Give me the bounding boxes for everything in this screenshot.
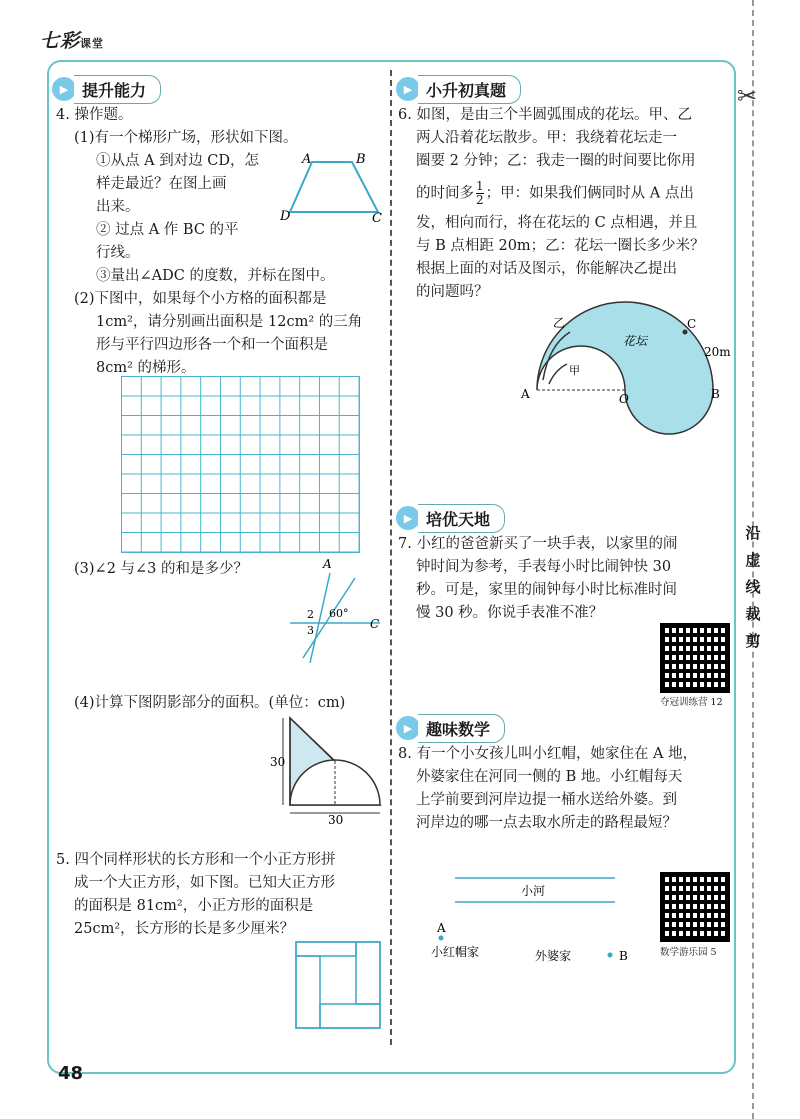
square-composition-figure (294, 940, 384, 1035)
svg-text:60°: 60° (329, 607, 349, 620)
qr-code-icon[interactable] (660, 623, 730, 693)
section-header-quwei: ▶ 趣味数学 (396, 715, 505, 741)
scissors-icon: ✂ (737, 82, 758, 110)
q8-l2: 外婆家住在河同一侧的 B 地。小红帽每天 (416, 769, 683, 785)
svg-text:30: 30 (328, 813, 344, 825)
svg-text:乙: 乙 (553, 316, 566, 330)
svg-text:B: B (711, 387, 720, 401)
svg-text:C: C (372, 211, 382, 225)
svg-text:D: D (280, 209, 291, 224)
q8-l4: 河岸边的哪一点去取水所走的路程最短？ (416, 815, 677, 831)
shaded-area-figure (270, 710, 390, 825)
svg-text:3: 3 (307, 624, 314, 637)
svg-text:A: A (302, 152, 312, 167)
svg-text:20m: 20m (704, 345, 731, 359)
q6-l4: 的时间多 $\frac{1}{2}$ ；甲：如果我们俩同时从 A 点出 (416, 179, 694, 207)
q4-p2-1: (2)下图中，如果每个小方格的面积都是 (74, 291, 327, 307)
svg-text:外婆家: 外婆家 (535, 949, 572, 963)
q5-l2: 成一个大正方形，如下图。已知大正方形 (74, 875, 335, 891)
q6-l2: 两人沿着花坛散步。甲：我绕着花坛走一 (416, 130, 677, 146)
play-icon: ▶ (52, 77, 76, 101)
q4-p2-3: 形与平行四边形各一个和一个面积是 (96, 337, 328, 353)
q6-l6: 与 B 点相距 20m；乙：花坛一圈长多少米？ (416, 238, 705, 254)
svg-text:花坛: 花坛 (623, 334, 648, 348)
svg-text:甲: 甲 (569, 364, 580, 377)
q4-p1-a1: ①从点 A 到对边 CD，怎 (96, 153, 260, 169)
section-header-peiyou: ▶ 培优天地 (396, 505, 505, 531)
svg-text:2: 2 (307, 608, 314, 621)
page-number: 48 (58, 1063, 84, 1084)
svg-text:A: A (323, 558, 332, 571)
svg-text:小红帽家: 小红帽家 (431, 945, 480, 959)
svg-text:小河: 小河 (521, 884, 546, 898)
q7-l1: 7. 小红的爸爸新买了一块手表，以家里的闹 (398, 536, 678, 552)
q7-l2: 钟时间为参考，手表每小时比闹钟快 30 (416, 559, 672, 575)
svg-text:C: C (687, 317, 697, 331)
q4-p1-a2: 样走最近？在图上画 (96, 176, 227, 192)
trapezoid-figure (280, 150, 390, 225)
q5-l4: 25cm²，长方形的长是多少厘米？ (74, 921, 295, 937)
q4-p3: (3)∠2 与∠3 的和是多少？ (74, 561, 249, 577)
q6-l1: 6. 如图，是由三个半圆弧围成的花坛。甲、乙 (398, 107, 692, 123)
q4-p1-c: ③量出∠ADC 的度数，并标在图中。 (96, 268, 335, 284)
q7-l4: 慢 30 秒。你说手表准不准？ (416, 605, 604, 621)
q4-p2-2: 1cm²，请分别画出面积是 12cm² 的三角 (96, 314, 363, 330)
qr-caption-1: 夺冠训练营 12 (660, 697, 723, 708)
q7-l3: 秒。可是，家里的闹钟每小时比标准时间 (416, 582, 677, 598)
svg-text:A: A (437, 921, 446, 935)
svg-text:O: O (619, 392, 629, 406)
svg-text:A: A (521, 387, 530, 401)
square-grid (121, 376, 360, 553)
q4-p1-b2: 行线。 (96, 245, 140, 261)
svg-text:30: 30 (270, 755, 286, 769)
q5-l1: 5. 四个同样形状的长方形和一个小正方形拼 (56, 852, 336, 868)
column-divider (390, 70, 392, 1045)
q8-l3: 上学前要到河岸边提一桶水送给外婆。到 (416, 792, 677, 808)
q6-l8: 的问题吗？ (416, 284, 489, 300)
section-header-xiaosheng: ▶ 小升初真题 (396, 76, 521, 102)
play-icon: ▶ (396, 506, 420, 530)
q6-l7: 根据上面的对话及图示，你能解决乙提出 (416, 261, 677, 277)
svg-text:B: B (619, 949, 628, 963)
qr-code-icon[interactable] (660, 872, 730, 942)
q4-p4: (4)计算下图阴影部分的面积。(单位：cm) (74, 695, 346, 711)
q4-title: 4. 操作题。 (56, 107, 133, 123)
svg-text:B: B (356, 152, 366, 167)
q4-p1-intro: (1)有一个梯形广场，形状如下图。 (74, 130, 298, 146)
q4-p2-4: 8cm² 的梯形。 (96, 360, 196, 376)
q5-l3: 的面积是 81cm²，小正方形的面积是 (74, 898, 314, 914)
brand-logo: 七彩课堂 (40, 30, 105, 52)
flowerbed-figure (515, 300, 735, 435)
svg-text:C: C (370, 617, 380, 631)
play-icon: ▶ (396, 716, 420, 740)
play-icon: ▶ (396, 77, 420, 101)
angle-figure (285, 558, 385, 668)
section-header-tisheng: ▶ 提升能力 (52, 76, 161, 102)
qr-caption-2: 数学游乐园 5 (660, 947, 717, 958)
q4-p1-a3: 出来。 (96, 199, 140, 215)
q8-l1: 8. 有一个小女孩儿叫小红帽，她家住在 A 地， (398, 746, 698, 762)
q6-l5: 发，相向而行，将在花坛的 C 点相遇，并且 (416, 215, 698, 231)
q6-l3: 圈要 2 分钟；乙：我走一圈的时间要比你用 (416, 153, 696, 169)
q4-p1-b1: ② 过点 A 作 BC 的平 (96, 222, 239, 238)
cut-label: 沿 虚 线 裁 剪 (745, 524, 761, 650)
river-figure (425, 870, 655, 965)
